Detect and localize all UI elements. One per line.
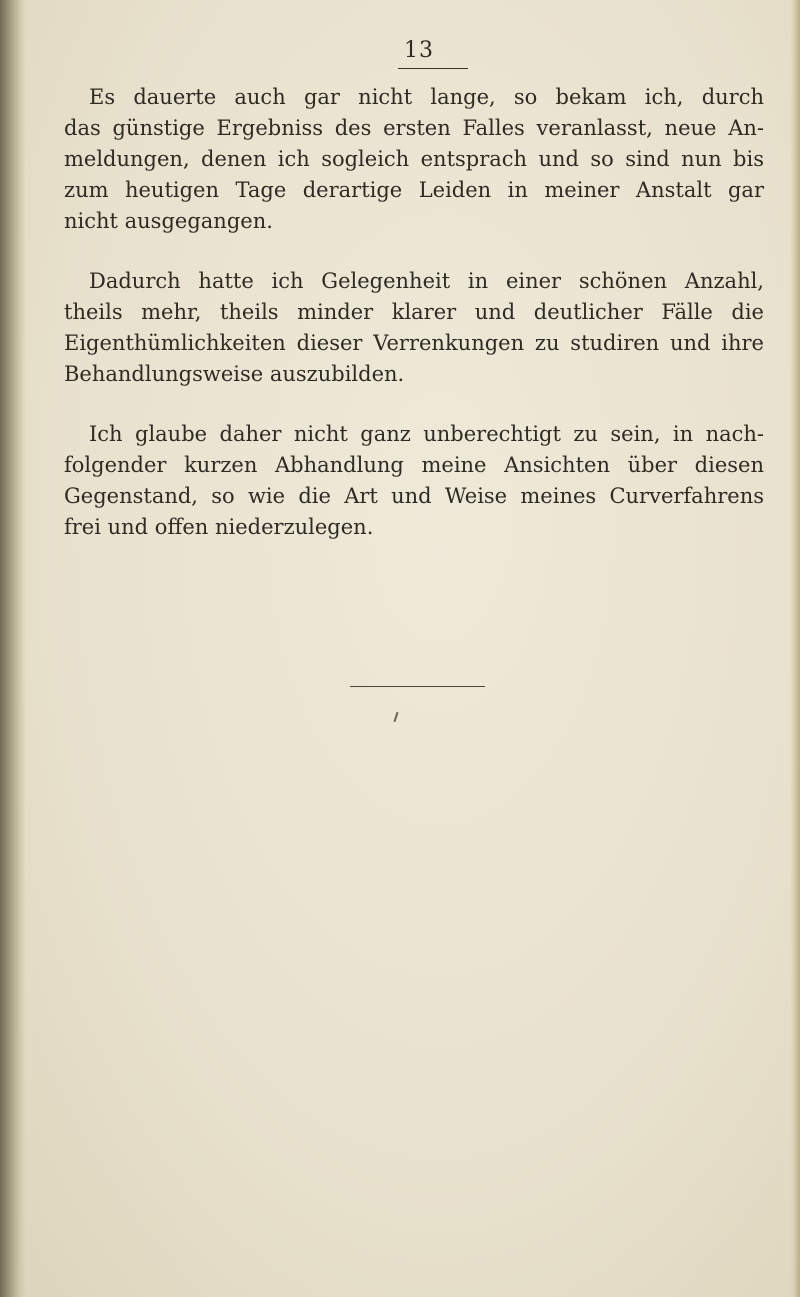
text-line: folgender kurzen Abhandlung meine Ansichten über diesen — [64, 453, 764, 477]
page-number: 13 — [404, 38, 434, 63]
page-binding-shadow — [0, 0, 26, 1297]
page-number-rule — [398, 68, 468, 69]
text-line: nicht ausgegangen. — [64, 209, 273, 233]
paragraph-3 — [64, 419, 764, 543]
body-text — [64, 82, 764, 572]
text-line: Es dauerte auch gar nicht lange, so bekam ich, durch — [89, 85, 764, 109]
text-line: Behandlungsweise auszubilden. — [64, 362, 405, 386]
section-end-rule — [350, 686, 485, 687]
text-line: meldungen, denen ich sogleich entsprach und so sind nun bis — [64, 147, 764, 171]
text-line: zum heutigen Tage derartige Leiden in meiner Anstalt gar — [64, 178, 764, 202]
text-line: Ich glaube daher nicht ganz unberechtigt zu sein, in nach- — [89, 422, 764, 446]
text-line: Dadurch hatte ich Gelegenheit in einer schönen Anzahl, — [89, 269, 764, 293]
paragraph-2 — [64, 266, 764, 390]
text-line: das günstige Ergebniss des ersten Falles veranlasst, neue An- — [64, 116, 764, 140]
text-line: theils mehr, theils minder klarer und deutlicher Fälle die — [64, 300, 764, 324]
paragraph-1 — [64, 82, 764, 237]
text-line: Eigenthümlichkeiten dieser Verrenkungen zu studiren und ihre — [64, 331, 764, 355]
text-line: frei und offen niederzulegen. — [64, 515, 374, 539]
text-line: Gegenstand, so wie die Art und Weise meines Curverfahrens — [64, 484, 764, 508]
ink-speck — [394, 712, 399, 722]
page-edge-shadow — [790, 0, 800, 1297]
